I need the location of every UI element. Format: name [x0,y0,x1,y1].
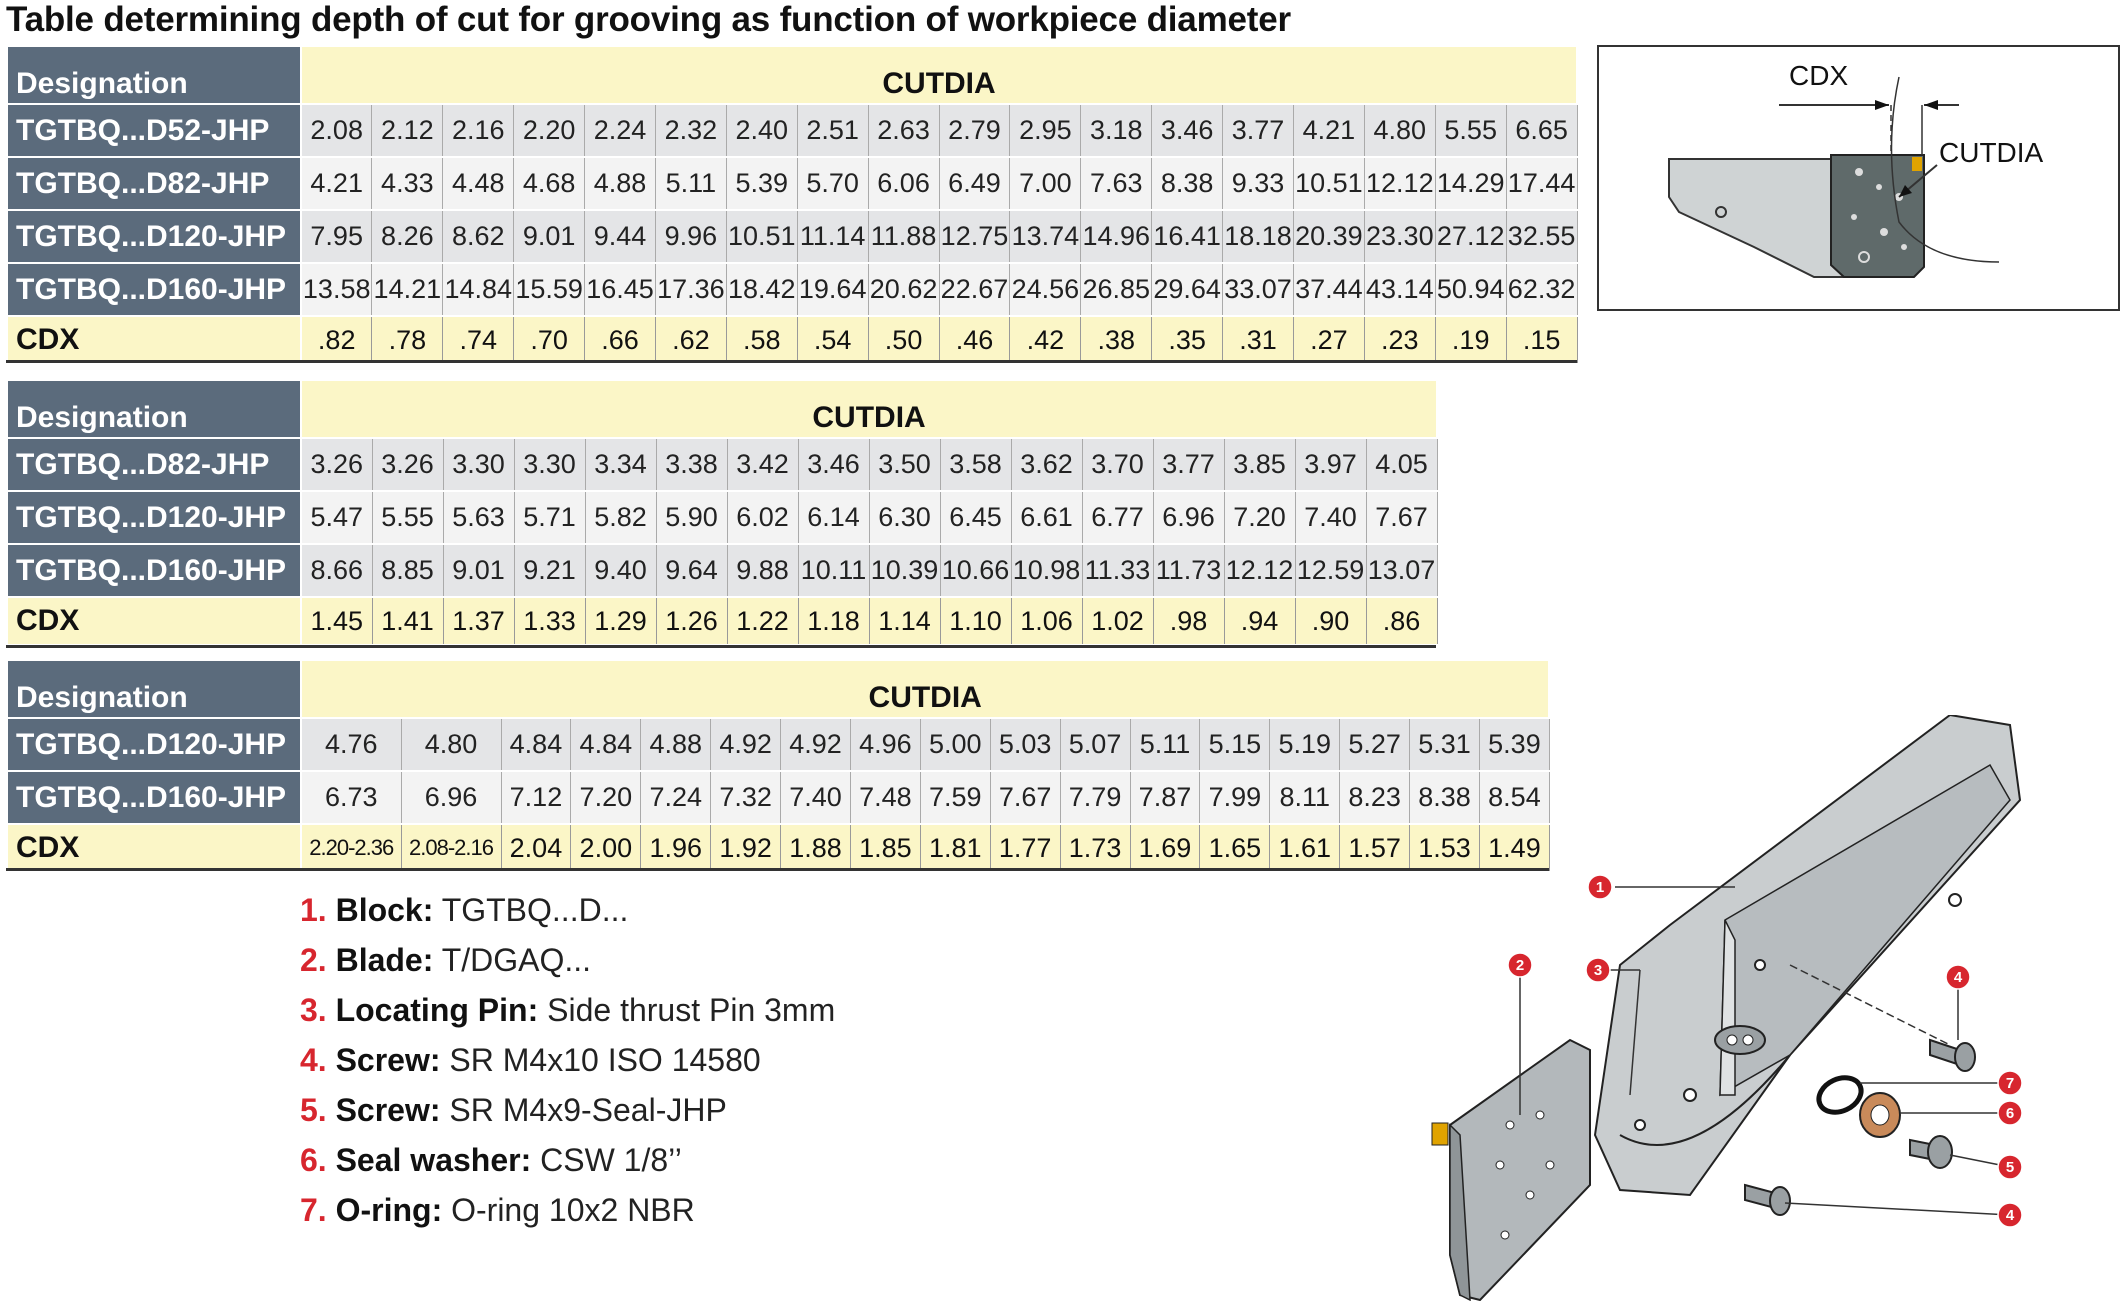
table-cell: 3.42 [727,438,798,491]
part-description: SR M4x9-Seal-JHP [449,1092,727,1128]
table-cell: 8.38 [1152,157,1223,210]
cdx-label: CDX [7,316,301,364]
callout-number: 7 [2005,1075,2015,1092]
table-cell: 6.96 [401,771,501,824]
table-cell: 3.58 [940,438,1011,491]
table-cell: 7.40 [1295,491,1366,544]
cutdia-header: CUTDIA [301,46,1577,104]
table-cell: 8.54 [1479,771,1549,824]
table-cell: 6.61 [1011,491,1082,544]
exploded-assembly-drawing [1390,715,2120,1301]
table-cell: 7.24 [641,771,711,824]
table-cell: 3.97 [1295,438,1366,491]
table-cell: 9.44 [585,210,656,263]
cdx-cell: 1.73 [1060,824,1130,872]
table-cell: 18.42 [726,263,797,316]
table-cell: 5.55 [372,491,443,544]
table-cell: 5.03 [990,718,1060,771]
table-cell: 5.47 [301,491,372,544]
table-cell: 3.26 [301,438,372,491]
table-cell: 4.88 [641,718,711,771]
cdx-cell: .94 [1224,597,1295,645]
callout-number: 4 [1953,969,1963,986]
cdx-cell: .98 [1153,597,1224,645]
table-1-rule [6,360,1577,363]
parts-list-item [300,1185,835,1235]
table-cell: 4.84 [501,718,571,771]
row-designation: TGTBQ...D120-JHP [7,210,301,263]
cdx-cell: 1.49 [1479,824,1549,872]
table-cell: 12.59 [1295,544,1366,597]
table-cell: 4.05 [1366,438,1437,491]
table-cell: 2.32 [655,104,726,157]
parts-list-item [300,1135,835,1185]
part-number: 5. [300,1092,327,1128]
table-row [7,771,1549,824]
table-cell: 9.21 [514,544,585,597]
table-cell: 7.95 [301,210,372,263]
parts-list-item [300,1085,835,1135]
cdx-cell: .38 [1081,316,1152,364]
parts-list-item [300,935,835,985]
table-cell: 7.67 [1366,491,1437,544]
part-name: Seal washer: [335,1142,532,1178]
table-cell: 5.70 [797,157,868,210]
table-cell: 43.14 [1364,263,1435,316]
table-cell: 12.12 [1224,544,1295,597]
cutdia-table-1 [6,45,1578,365]
table-cell: 4.80 [401,718,501,771]
table-cell: 23.30 [1364,210,1435,263]
table-cell: 6.45 [940,491,1011,544]
table-cell: 3.18 [1081,104,1152,157]
table-cell: 10.51 [1293,157,1364,210]
table-cell: 10.51 [726,210,797,263]
table-cell: 27.12 [1435,210,1506,263]
table-cell: 11.73 [1153,544,1224,597]
cdx-cell: 1.88 [781,824,851,872]
table-cell: 3.77 [1223,104,1294,157]
table-cell: 4.48 [443,157,514,210]
table-cell: 3.70 [1082,438,1153,491]
table-cell: 18.18 [1223,210,1294,263]
table-cell: 11.14 [797,210,868,263]
cdx-cell: 1.29 [585,597,656,645]
table-cell: 14.96 [1081,210,1152,263]
table-cell: 13.58 [301,263,372,316]
table-cell: 10.11 [798,544,869,597]
cdx-cell: 1.33 [514,597,585,645]
table-cell: 3.38 [656,438,727,491]
cdx-cell: .86 [1366,597,1437,645]
table-cell: 9.01 [443,544,514,597]
cdx-cell: .27 [1293,316,1364,364]
table-cell: 7.20 [1224,491,1295,544]
row-designation: TGTBQ...D160-JHP [7,263,301,316]
parts-list-item [300,885,835,935]
cdx-cell: 1.69 [1130,824,1200,872]
cdx-row [7,824,1549,872]
table-cell: 22.67 [939,263,1010,316]
cdx-cell: 1.61 [1270,824,1340,872]
callout-number: 4 [2005,1207,2015,1224]
table-cell: 11.33 [1082,544,1153,597]
callout-number: 1 [1595,879,1605,896]
cut-depth-diagram-svg [1599,47,2118,309]
table-cell: 2.12 [372,104,443,157]
table-cell: 3.46 [798,438,869,491]
table-cell: 5.31 [1410,718,1480,771]
table-3-rule [6,868,1549,871]
designation-header: Designation [7,46,301,104]
part-number: 4. [300,1042,327,1078]
cdx-cell: .58 [726,316,797,364]
row-designation: TGTBQ...D82-JHP [7,157,301,210]
table-cell: 8.62 [443,210,514,263]
table-cell: 11.88 [868,210,939,263]
cdx-cell: .74 [443,316,514,364]
cdx-cell: 1.14 [869,597,940,645]
cdx-cell: 1.18 [798,597,869,645]
cdx-cell: 1.81 [920,824,990,872]
table-cell: 4.21 [301,157,372,210]
table-cell: 17.44 [1506,157,1577,210]
cdx-label: CDX [7,824,301,872]
table-cell: 37.44 [1293,263,1364,316]
table-cell: 17.36 [655,263,726,316]
part-number: 7. [300,1192,327,1228]
cutdia-header: CUTDIA [301,380,1437,438]
row-designation: TGTBQ...D52-JHP [7,104,301,157]
callout-number: 2 [1515,957,1525,974]
table-cell: 3.30 [514,438,585,491]
cdx-label: CDX [1789,60,1849,91]
table-cell: 5.90 [656,491,727,544]
cdx-cell: .70 [514,316,585,364]
cdx-cell: 2.04 [501,824,571,872]
table-row [7,718,1549,771]
table-cell: 7.12 [501,771,571,824]
row-designation: TGTBQ...D120-JHP [7,718,301,771]
cdx-label: CDX [7,597,301,645]
table-cell: 12.75 [939,210,1010,263]
table-cell: 6.49 [939,157,1010,210]
table-cell: 6.96 [1153,491,1224,544]
table-cell: 8.85 [372,544,443,597]
table-cell: 6.14 [798,491,869,544]
table-cell: 3.50 [869,438,940,491]
cdx-cell: 1.77 [990,824,1060,872]
table-cell: 6.30 [869,491,940,544]
table-cell: 6.65 [1506,104,1577,157]
table-cell: 7.32 [711,771,781,824]
cdx-cell: .50 [868,316,939,364]
table-row [7,491,1437,544]
cdx-cell: .82 [301,316,372,364]
cdx-cell: 2.20-2.36 [301,824,401,872]
table-cell: 8.23 [1340,771,1410,824]
part-description: T/DGAQ... [441,942,592,978]
table-cell: 33.07 [1223,263,1294,316]
parts-list-item [300,985,835,1035]
cdx-cell: .19 [1435,316,1506,364]
table-cell: 6.06 [868,157,939,210]
part-name: Blade: [335,942,434,978]
cdx-cell: 1.37 [443,597,514,645]
table-cell: 4.92 [711,718,781,771]
part-name: Screw: [335,1092,441,1128]
cdx-cell: 1.92 [711,824,781,872]
table-cell: 9.33 [1223,157,1294,210]
cdx-row [7,597,1437,645]
table-cell: 5.11 [1130,718,1200,771]
table-cell: 2.16 [443,104,514,157]
table-cell: 4.76 [301,718,401,771]
part-description: CSW 1/8’’ [540,1142,682,1178]
part-description: SR M4x10 ISO 14580 [449,1042,761,1078]
table-cell: 16.41 [1152,210,1223,263]
cdx-cell: .62 [655,316,726,364]
table-cell: 5.39 [726,157,797,210]
table-cell: 26.85 [1081,263,1152,316]
cdx-row [7,316,1577,364]
part-description: O-ring 10x2 NBR [451,1192,695,1228]
cdx-cell: 1.45 [301,597,372,645]
table-cell: 8.26 [372,210,443,263]
table-cell: 2.51 [797,104,868,157]
cdx-cell: .42 [1010,316,1081,364]
table-cell: 50.94 [1435,263,1506,316]
table-cell: 7.00 [1010,157,1081,210]
table-cell: 32.55 [1506,210,1577,263]
table-cell: 8.11 [1270,771,1340,824]
table-cell: 8.66 [301,544,372,597]
table-cell: 5.55 [1435,104,1506,157]
cdx-cell: .54 [797,316,868,364]
row-designation: TGTBQ...D82-JHP [7,438,301,491]
cut-depth-diagram [1597,45,2120,311]
table-cell: 10.98 [1011,544,1082,597]
cutdia-header: CUTDIA [301,660,1549,718]
cdx-cell: 1.22 [727,597,798,645]
table-cell: 15.59 [514,263,585,316]
table-cell: 62.32 [1506,263,1577,316]
cdx-cell: 1.06 [1011,597,1082,645]
part-description: Side thrust Pin 3mm [547,992,836,1028]
cdx-cell: .78 [372,316,443,364]
table-cell: 7.87 [1130,771,1200,824]
table-cell: 10.39 [869,544,940,597]
table-cell: 4.96 [850,718,920,771]
table-cell: 2.95 [1010,104,1081,157]
table-cell: 14.29 [1435,157,1506,210]
table-cell: 12.12 [1364,157,1435,210]
table-cell: 16.45 [585,263,656,316]
table-cell: 5.07 [1060,718,1130,771]
table-2-rule [6,645,1436,648]
table-cell: 5.00 [920,718,990,771]
table-cell: 7.48 [850,771,920,824]
row-designation: TGTBQ...D120-JHP [7,491,301,544]
table-cell: 4.88 [585,157,656,210]
cutdia-label: CUTDIA [1939,137,2044,168]
table-cell: 7.63 [1081,157,1152,210]
table-cell: 4.92 [781,718,851,771]
table-cell: 3.77 [1153,438,1224,491]
table-cell: 3.62 [1011,438,1082,491]
cdx-cell: .66 [585,316,656,364]
table-cell: 14.84 [443,263,514,316]
table-row [7,544,1437,597]
table-cell: 2.24 [585,104,656,157]
table-cell: 6.02 [727,491,798,544]
table-cell: 5.71 [514,491,585,544]
part-name: Block: [335,892,434,928]
cdx-cell: 1.53 [1410,824,1480,872]
table-cell: 9.64 [656,544,727,597]
table-cell: 5.63 [443,491,514,544]
cdx-cell: 1.41 [372,597,443,645]
cdx-cell: 1.57 [1340,824,1410,872]
designation-header: Designation [7,380,301,438]
table-cell: 5.82 [585,491,656,544]
row-designation: TGTBQ...D160-JHP [7,544,301,597]
table-cell: 24.56 [1010,263,1081,316]
table-cell: 5.15 [1200,718,1270,771]
cdx-cell: 1.85 [850,824,920,872]
table-row [7,263,1577,316]
table-cell: 5.39 [1479,718,1549,771]
table-cell: 29.64 [1152,263,1223,316]
cdx-cell: 1.02 [1082,597,1153,645]
table-cell: 3.30 [443,438,514,491]
cdx-cell: 1.26 [656,597,727,645]
cdx-cell: 2.00 [571,824,641,872]
table-cell: 2.08 [301,104,372,157]
table-cell: 7.40 [781,771,851,824]
table-cell: 4.68 [514,157,585,210]
table-cell: 5.27 [1340,718,1410,771]
callout-number: 6 [2005,1105,2015,1122]
table-cell: 5.11 [655,157,726,210]
callout-number: 3 [1593,962,1603,979]
table-cell: 19.64 [797,263,868,316]
cdx-cell: .23 [1364,316,1435,364]
cdx-cell: 1.10 [940,597,1011,645]
parts-list [300,885,835,1235]
table-cell: 4.84 [571,718,641,771]
cdx-cell: .15 [1506,316,1577,364]
page-title: Table determining depth of cut for grooving as function of workpiece diameter [6,0,1291,39]
table-cell: 7.59 [920,771,990,824]
assembly-svg [1390,715,2120,1301]
cdx-cell: .35 [1152,316,1223,364]
table-row [7,157,1577,210]
table-cell: 9.96 [655,210,726,263]
cdx-cell: 2.08-2.16 [401,824,501,872]
table-cell: 13.74 [1010,210,1081,263]
table-cell: 4.33 [372,157,443,210]
table-cell: 13.07 [1366,544,1437,597]
part-name: Screw: [335,1042,441,1078]
table-cell: 6.73 [301,771,401,824]
part-number: 6. [300,1142,327,1178]
table-row [7,438,1437,491]
table-cell: 7.79 [1060,771,1130,824]
table-cell: 3.34 [585,438,656,491]
table-row [7,104,1577,157]
cdx-cell: .90 [1295,597,1366,645]
table-cell: 7.99 [1200,771,1270,824]
table-cell: 9.01 [514,210,585,263]
designation-header: Designation [7,660,301,718]
part-name: Locating Pin: [335,992,539,1028]
cdx-cell: 1.96 [641,824,711,872]
table-cell: 8.38 [1410,771,1480,824]
table-cell: 3.46 [1152,104,1223,157]
part-description: TGTBQ...D... [441,892,629,928]
part-number: 1. [300,892,327,928]
table-cell: 14.21 [372,263,443,316]
table-cell: 20.62 [868,263,939,316]
cutdia-table-3 [6,659,1550,873]
cdx-cell: 1.65 [1200,824,1270,872]
table-cell: 2.40 [726,104,797,157]
part-number: 3. [300,992,327,1028]
table-cell: 4.21 [1293,104,1364,157]
table-cell: 9.40 [585,544,656,597]
parts-list-item [300,1035,835,1085]
table-cell: 9.88 [727,544,798,597]
table-cell: 5.19 [1270,718,1340,771]
cutdia-table-2 [6,379,1438,646]
callout-number: 5 [2005,1159,2015,1176]
row-designation: TGTBQ...D160-JHP [7,771,301,824]
part-number: 2. [300,942,327,978]
part-name: O-ring: [335,1192,443,1228]
table-cell: 2.79 [939,104,1010,157]
table-cell: 7.20 [571,771,641,824]
table-cell: 10.66 [940,544,1011,597]
table-cell: 2.20 [514,104,585,157]
table-cell: 2.63 [868,104,939,157]
table-cell: 20.39 [1293,210,1364,263]
table-cell: 7.67 [990,771,1060,824]
table-cell: 3.85 [1224,438,1295,491]
cdx-cell: .46 [939,316,1010,364]
table-cell: 4.80 [1364,104,1435,157]
cdx-cell: .31 [1223,316,1294,364]
table-row [7,210,1577,263]
table-cell: 3.26 [372,438,443,491]
table-cell: 6.77 [1082,491,1153,544]
